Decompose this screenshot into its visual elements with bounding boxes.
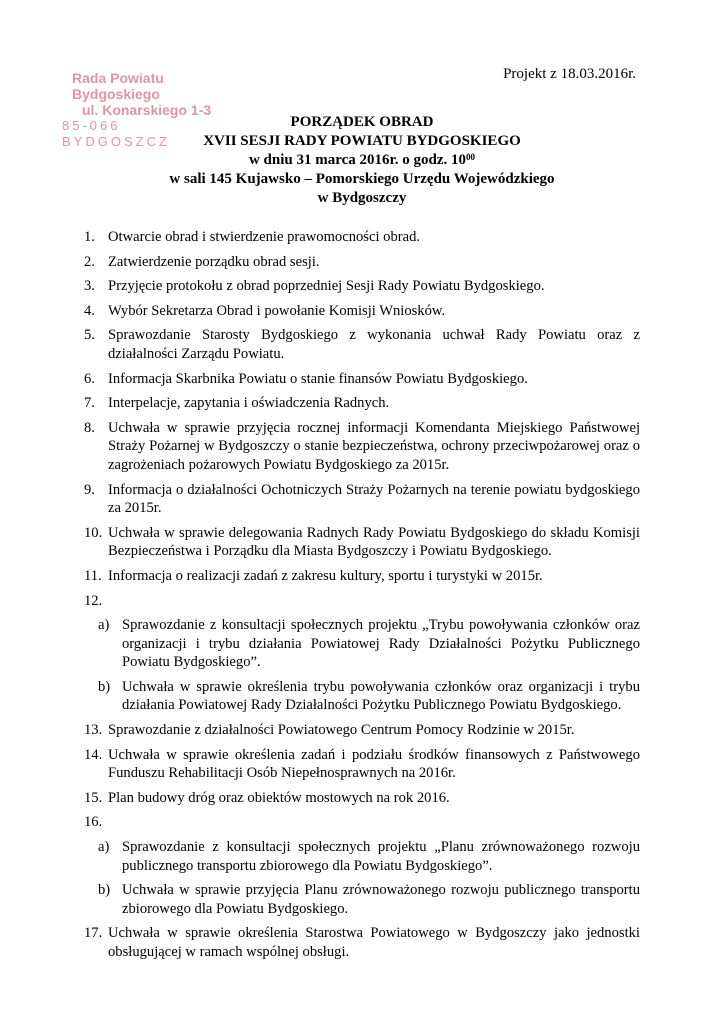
- item-number: 5.: [84, 327, 95, 344]
- agenda-title: [0, 113, 724, 208]
- item-text: Otwarcie obrad i stwierdzenie prawomocności obrad.: [108, 229, 421, 245]
- agenda-item-2: [84, 253, 640, 272]
- subitem-text: Uchwała w sprawie określenia trybu powoływania członków oraz organizacji i trybu działania Powiatowej Rady Działalności Pożytku Publicznego Powiatu Bydgoskiego.: [122, 678, 640, 714]
- agenda-item-10: [84, 524, 640, 561]
- item-text: [108, 814, 112, 830]
- stamp-line-1: Rada Powiatu Bydgoskiego: [72, 70, 164, 102]
- item-number: 9.: [84, 481, 95, 498]
- title-line-4: w sali 145 Kujawsko – Pomorskiego Urzędu Wojewódzkiego: [169, 171, 555, 187]
- project-date-note: Projekt z 18.03.2016r.: [503, 66, 636, 82]
- subitem-text: Sprawozdanie z konsultacji społecznych projektu „Trybu powoływania członków oraz organizacji i trybu działania Powiatowej Rady Działalności Pożytku Publicznego Powiatu Bydgoskiego”.: [122, 617, 640, 671]
- agenda-item-4: [84, 302, 640, 321]
- item-text: Informacja o działalności Ochotniczych Straży Pożarnych na terenie powiatu bydgoskiego za 2015r.: [108, 481, 640, 517]
- item-text: Wybór Sekretarza Obrad i powołanie Komisji Wniosków.: [108, 302, 446, 319]
- item-number: 15.: [84, 789, 103, 806]
- item-number: 6.: [84, 370, 95, 387]
- item-number: 16.: [84, 814, 103, 831]
- item-number: 12.: [84, 592, 103, 609]
- title-line-3: [0, 151, 724, 170]
- agenda-item-12a: [98, 616, 640, 672]
- subitem-letter: a): [98, 839, 110, 856]
- agenda-item-17: [84, 924, 640, 961]
- agenda-item-1: [84, 228, 640, 247]
- item-text: Informacja o realizacji zadań z zakresu kultury, sportu i turystyki w 2015r.: [108, 567, 543, 584]
- agenda-item-14: [84, 746, 640, 783]
- item-text: Sprawozdanie z działalności Powiatowego Centrum Pomocy Rodzinie w 2015r.: [108, 722, 575, 739]
- item-text: Informacja Skarbnika Powiatu o stanie finansów Powiatu Bydgoskiego.: [108, 370, 528, 387]
- stamp-line-3: 85-066 BYDGOSZCZ: [62, 118, 170, 149]
- item-text: [108, 593, 112, 609]
- subitem-letter: a): [98, 617, 110, 634]
- agenda-item-12b: [98, 678, 640, 715]
- item-text: Uchwała w sprawie delegowania Radnych Rady Powiatu Bydgoskiego do składu Komisji Bezpieczeństwa i Porządku dla Miasta Bydgoszczy i Powiatu Bydgoskiego.: [108, 524, 640, 560]
- agenda-item-16: [84, 813, 640, 832]
- agenda-item-5: [84, 326, 640, 363]
- agenda-item-8: [84, 419, 640, 475]
- item-number: 2.: [84, 253, 95, 270]
- item-number: 8.: [84, 419, 95, 436]
- item-text: Plan budowy dróg oraz obiektów mostowych na rok 2016.: [108, 789, 450, 806]
- item-text: Przyjęcie protokołu z obrad poprzedniej Sesji Rady Powiatu Bydgoskiego.: [108, 278, 545, 295]
- agenda-item-13: [84, 721, 640, 740]
- agenda-item-7: [84, 394, 640, 413]
- subitem-text: Sprawozdanie z konsultacji społecznych projektu „Planu zrównoważonego rozwoju publicznego transportu zbiorowego dla Powiatu Bydgoskiego”.: [122, 839, 640, 874]
- item-number: 13.: [84, 722, 103, 739]
- title-time-superscript: 00: [466, 152, 476, 162]
- subitem-text: Uchwała w sprawie przyjęcia Planu zrównoważonego rozwoju publicznego transportu zbiorowego dla Powiatu Bydgoskiego.: [122, 882, 640, 917]
- item-number: 10.: [84, 524, 103, 541]
- agenda-item-6: [84, 370, 640, 389]
- stamp-line-2: ul. Konarskiego 1-3: [82, 102, 212, 118]
- item-number: 14.: [84, 746, 103, 763]
- agenda-item-12: [84, 592, 640, 611]
- title-line-1: PORZĄDEK OBRAD: [290, 114, 434, 130]
- subitem-letter: b): [98, 882, 111, 899]
- item-text: Interpelacje, zapytania i oświadczenia Radnych.: [108, 395, 390, 412]
- item-text: Sprawozdanie Starosty Bydgoskiego z wykonania uchwał Rady Powiatu oraz z działalności Zarządu Powiatu.: [108, 327, 640, 362]
- agenda-item-16b: [98, 881, 640, 918]
- agenda-item-16a: [98, 838, 640, 875]
- title-date: w dniu 31 marca 2016r. o godz. 10: [248, 152, 467, 168]
- item-text: Zatwierdzenie porządku obrad sesji.: [108, 253, 320, 270]
- agenda-list: [84, 228, 640, 968]
- item-text: Uchwała w sprawie określenia Starostwa Powiatowego w Bydgoszczy jako jednostki obsługującej w ramach wspólnej obsługi.: [108, 925, 640, 960]
- item-number: 1.: [84, 229, 95, 245]
- item-text: Uchwała w sprawie określenia zadań i podziału środków finansowych z Państwowego Funduszu Rehabilitacji Osób Niepełnosprawnych na 2016r.: [108, 746, 640, 782]
- item-number: 3.: [84, 278, 95, 295]
- subitem-letter: b): [98, 678, 111, 695]
- title-line-2: XVII SESJI RADY POWIATU BYDGOSKIEGO: [203, 133, 521, 149]
- item-number: 17.: [84, 925, 103, 942]
- item-number: 11.: [84, 567, 102, 584]
- title-line-5: w Bydgoszczy: [317, 190, 407, 206]
- agenda-item-9: [84, 481, 640, 518]
- agenda-item-11: [84, 567, 640, 586]
- agenda-item-3: [84, 277, 640, 296]
- item-text: Uchwała w sprawie przyjęcia rocznej informacji Komendanta Miejskiego Państwowej Straży Pożarnej w Bydgoszczy o stanie bezpieczeństwa, ochrony przeciwpożarowej oraz o zagrożeniach pożarowych Powiatu Bydgoskiego za 2015r.: [108, 419, 640, 473]
- item-number: 7.: [84, 395, 95, 412]
- item-number: 4.: [84, 302, 95, 319]
- agenda-item-15: [84, 789, 640, 808]
